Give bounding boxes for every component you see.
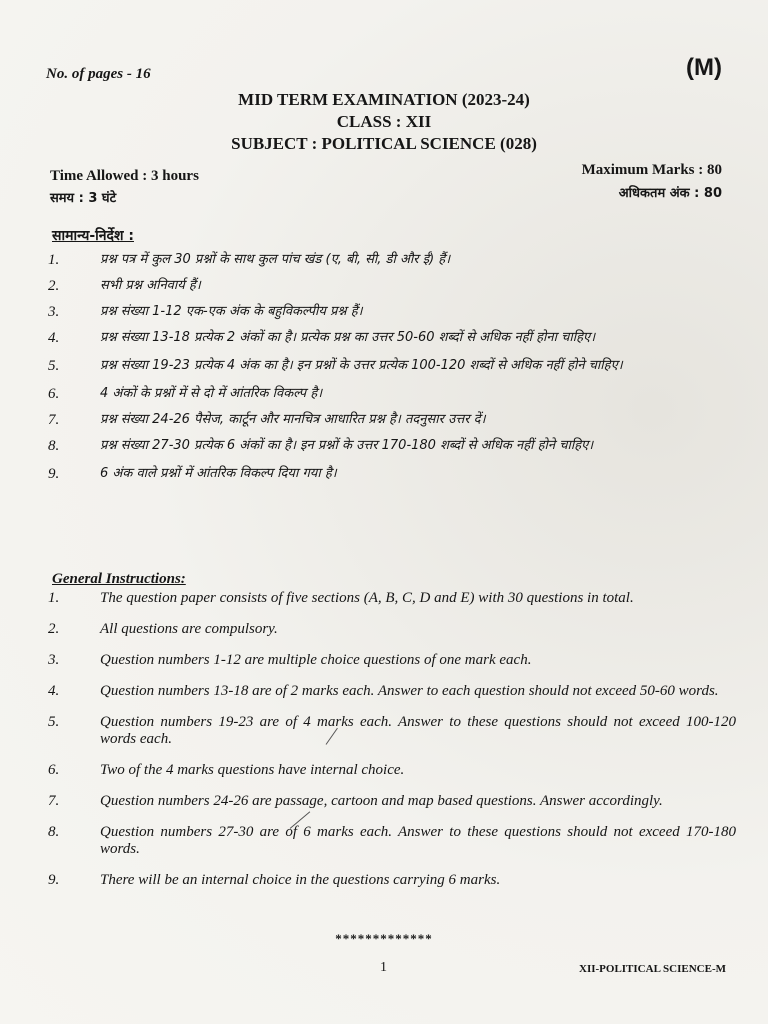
end-stars: ************* [335,931,433,946]
hindi-instructions-list [48,250,738,484]
item-text: Question numbers 1-12 are multiple choice questions of one mark each. [100,652,532,668]
item-text: प्रश्न संख्या 13-18 प्रत्येक 2 अंकों का है। प्रत्येक प्रश्न का उत्तर 50-60 शब्दों से अधिक नहीं होना चाहिए। [100,330,596,345]
item-text: All questions are compulsory. [100,621,278,637]
list-item [48,793,736,810]
item-number: 9. [48,872,60,888]
list-item [48,276,738,296]
list-item [48,410,738,430]
exam-title: MID TERM EXAMINATION (2023-24) [238,90,530,109]
list-item [48,652,736,669]
item-number: 5. [48,358,60,374]
item-text: There will be an internal choice in the questions carrying 6 marks. [100,872,501,888]
list-item [48,872,736,889]
item-number: 6. [48,762,60,778]
list-item [48,436,738,456]
item-number: 8. [48,824,60,840]
list-item [48,250,738,270]
item-text: प्रश्न संख्या 24-26 पैसेज, कार्टून और मानचित्र आधारित प्रश्न है। तदनुसार उत्तर दें। [100,412,486,427]
item-number: 5. [48,714,60,730]
time-allowed-hi: समय : 3 घंटे [50,191,117,206]
item-text: The question paper consists of five sections (A, B, C, D and E) with 30 questions in total. [100,590,634,606]
time-allowed-en: Time Allowed : 3 hours [50,168,199,184]
list-item [48,683,736,700]
item-text: सभी प्रश्न अनिवार्य हैं। [100,278,201,293]
item-number: 8. [48,438,60,454]
item-number: 4. [48,330,60,346]
list-item [48,302,738,322]
subject-title: SUBJECT : POLITICAL SCIENCE (028) [231,134,537,153]
list-item [48,714,736,748]
item-number: 9. [48,466,60,482]
item-text: प्रश्न पत्र में कुल 30 प्रश्नों के साथ कुल पांच खंड (ए, बी, सी, डी और ई) हैं। [100,252,451,267]
item-text: प्रश्न संख्या 27-30 प्रत्येक 6 अंकों का है। इन प्रश्नों के उत्तर 170-180 शब्दों से अधिक नहीं होने चाहिए। [100,438,594,453]
item-text: प्रश्न संख्या 1-12 एक-एक अंक के बहुविकल्पीय प्रश्न हैं। [100,304,363,319]
class-title: CLASS : XII [336,112,432,131]
item-number: 7. [48,793,60,809]
item-text: Question numbers 13-18 are of 2 marks each. Answer to each question should not exceed 50-60 words. [100,683,719,699]
item-number: 3. [48,652,60,668]
list-item [48,384,738,404]
page-number: 1 [380,960,387,975]
item-number: 2. [48,621,60,637]
item-text: 4 अंकों के प्रश्नों में से दो में आंतरिक विकल्प है। [100,386,323,401]
item-number: 2. [48,278,60,294]
item-number: 6. [48,386,60,402]
item-text: 6 अंक वाले प्रश्नों में आंतरिक विकल्प दिया गया है। [100,466,337,481]
page-count: No. of pages - 16 [46,66,151,82]
item-number: 1. [48,590,60,606]
item-text: प्रश्न संख्या 19-23 प्रत्येक 4 अंक का है। इन प्रश्नों के उत्तर प्रत्येक 100-120 शब्दों से अधिक नहीं होने चाहिए। [100,358,623,373]
item-text: Question numbers 19-23 are of 4 marks each. Answer to these questions should not exceed 100-120 words each. [100,714,736,747]
list-item [48,356,738,376]
footer-label: XII-POLITICAL SCIENCE-M [579,963,726,975]
list-item [48,328,738,348]
item-number: 4. [48,683,60,699]
general-instructions-heading: General Instructions: [52,571,186,587]
item-text: Question numbers 24-26 are passage, cartoon and map based questions. Answer accordingly. [100,793,663,809]
item-number: 1. [48,252,60,268]
general-instructions-list [48,590,736,889]
max-marks-hi: अधिकतम अंक : 80 [618,186,722,201]
item-text: Two of the 4 marks questions have internal choice. [100,762,405,778]
list-item [48,621,736,638]
item-text: Question numbers 27-30 are of 6 marks each. Answer to these questions should not exceed 170-180 words. [100,824,736,857]
list-item [48,824,736,858]
hindi-instructions-heading: सामान्य-निर्देश : [52,228,134,244]
paper-code: (M) [686,54,722,81]
max-marks-en: Maximum Marks : 80 [581,162,722,178]
list-item [48,762,736,779]
item-number: 7. [48,412,60,428]
item-number: 3. [48,304,60,320]
list-item [48,464,738,484]
list-item [48,590,736,607]
